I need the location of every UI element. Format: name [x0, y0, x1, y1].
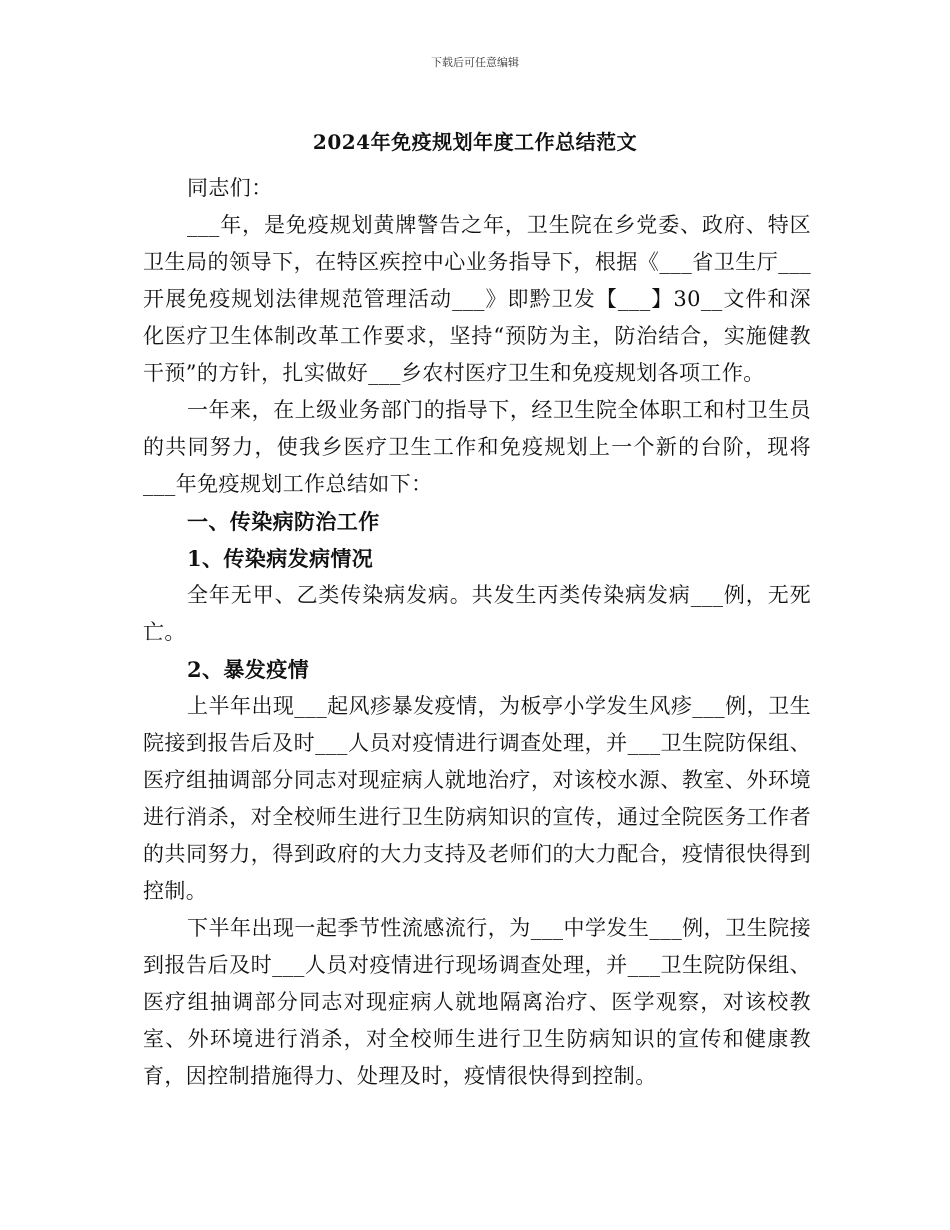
- subsection-heading-1: 1、传染病发病情况: [187, 546, 374, 571]
- paragraph-outbreak-second-half: 下半年出现一起季节性流感流行，为___中学发生___例，卫生院接到报告后及时___人员对疫情进行现场调查处理，并___卫生院防保组、医疗组抽调部分同志对现症病人就地隔离治疗、医学观察，对该校教室、外环境进行消杀，对全校师生进行卫生防病知识的宣传和健康教育，因控制措施得力、处理及时，疫情很快得到控制。: [143, 916, 811, 1088]
- paragraph-outbreak-first-half: 上半年出现___起风疹暴发疫情，为板亭小学发生风疹___例，卫生院接到报告后及时___人员对疫情进行调查处理，并___卫生院防保组、医疗组抽调部分同志对现症病人就地治疗，对该校水源、教室、外环境进行消杀，对全校师生进行卫生防病知识的宣传，通过全院医务工作者的共同努力，得到政府的大力支持及老师们的大力配合，疫情很快得到控制。: [143, 694, 811, 903]
- subsection-heading-2: 2、暴发疫情: [187, 657, 310, 682]
- section-heading-1: 一、传染病防治工作: [187, 509, 380, 534]
- salutation: 同志们：: [187, 176, 273, 200]
- document-title: 2024年免疫规划年度工作总结范文: [312, 130, 638, 154]
- document-body: [143, 170, 811, 1095]
- paragraph-intro: ___年，是免疫规划黄牌警告之年，卫生院在乡党委、政府、特区卫生局的领导下，在特区疾控中心业务指导下，根据《___省卫生厅___开展免疫规划法律规范管理活动___》即黔卫发【___】30__文件和深化医疗卫生体制改革工作要求，坚持“预防为主，防治结合，实施健教干预”的方针，扎实做好___乡农村医疗卫生和免疫规划各项工作。: [143, 213, 811, 385]
- header-note: 下载后可任意编辑: [431, 56, 519, 69]
- paragraph-summary: 一年来，在上级业务部门的指导下，经卫生院全体职工和村卫生员的共同努力，使我乡医疗卫生工作和免疫规划上一个新的台阶，现将___年免疫规划工作总结如下：: [143, 398, 811, 496]
- paragraph-incidence: 全年无甲、乙类传染病发病。共发生丙类传染病发病___例，无死亡。: [143, 583, 811, 644]
